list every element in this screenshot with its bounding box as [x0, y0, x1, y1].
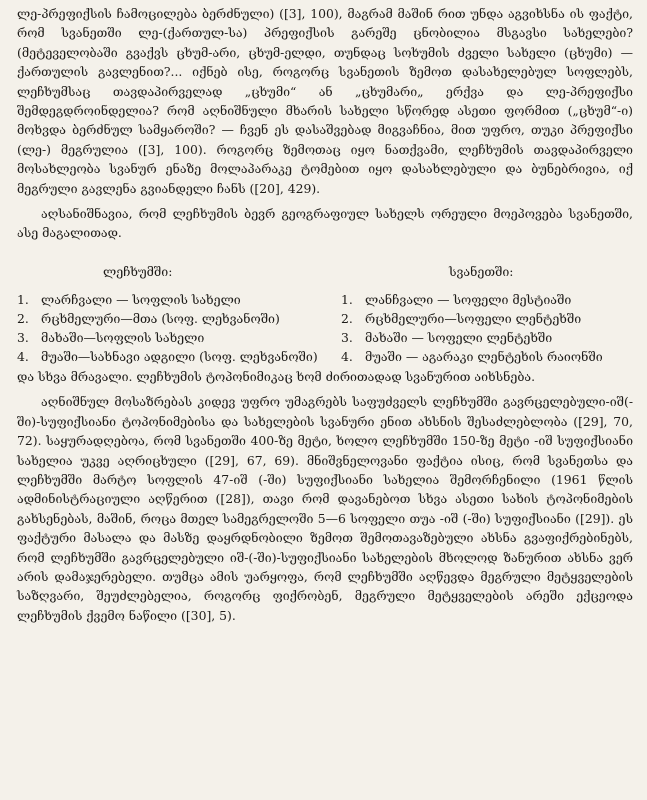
svaneti-column: [341, 263, 633, 367]
item-number: 4.: [17, 348, 29, 364]
item-number: 4.: [341, 348, 353, 364]
paragraph-3: და სხვა მრავალი. ლეჩხუმის ტოპონიმიკაც ხომ ძირითადად სვანურით აიხსნება.: [17, 368, 536, 384]
item-text: მუაში—სახნავი ადგილი (სოფ. ლეხვანოში): [41, 348, 318, 364]
list-item: [341, 310, 633, 328]
item-number: 1.: [341, 291, 353, 307]
lechkhumi-list: [17, 291, 322, 366]
item-text: ლარჩვალი — სოფლის სახელი: [41, 291, 241, 307]
list-item: [17, 329, 322, 347]
list-item: [17, 348, 322, 366]
svaneti-list: [341, 291, 633, 366]
list-item: [17, 310, 322, 328]
item-text: მახაში — სოფელი ლენტეხში: [365, 329, 553, 345]
list-item: [17, 291, 322, 309]
item-text: რცხმელური—სოფელი ლენტეხში: [365, 310, 582, 326]
item-text: მუაში — აგარაკი ლენტეხის რაიონში: [365, 348, 603, 364]
item-text: ლანჩვალი — სოფელი მესტიაში: [365, 291, 572, 307]
item-text: რცხმელური—მთა (სოფ. ლეხვანოში): [41, 310, 280, 326]
list-item: [341, 291, 633, 309]
list-item: [341, 329, 633, 347]
item-number: 3.: [341, 329, 353, 345]
list-item: [341, 348, 633, 366]
paragraph-4: აღნიშნულ მოსაზრებას კიდევ უფრო უმაგრებს საფუძველს ლეჩხუმში გავრცელებული-იშ(-ში)-სუფიქსიანი ტოპონიმებისა და სახელების სვანური ენით ახსნის შესაძლებლობა ([29], 70, 72). საყურადღებოა, რომ სვანეთში 400-ზე მეტი, ხოლო ლეჩხუმში 150-ზე მეტი -იშ სუფიქსიანი სახელია უკვე აღრიცხული ([29], 67, 69). მნიშვნელოვანი ფაქტია ისიც, რომ სვანეთსა და ლეჩხუმში მარტო სოფლის 47-იშ (-ში) სუფიქსიანი სახელია შემორჩენილი (1961 წლის ადმინისტრაციული აღწერით ([28]), თავი რომ დავანებოთ სხვა ასეთი სახის ტოპონიმების გახსენებას, მაშინ, როცა მთელ სამეგრელოში 5—6 სოფელი თუა -იშ (-ში) სუფიქსიანი ([29]). ეს ფაქტური მასალა და მასზე დაყრდნობილი ზემოთ შემოთავაზებული ახსნა გვაფიქრებინებს, რომ ლეჩხუმში გავრცელებული იშ-(-ში)-სუფიქსიანი სახელების მხოლოდ ზანურით ახსნა ვერ არის დამაჯერებელი. თუმცა ამის უარყოფა, რომ ლეჩხუმში აღწევდა მეგრული მეტყველების საზღვარი, შეუძლებელია, როგორც ფიქრობენ, მეგრული მეტყველების არეში ექცეოდა ლეჩხუმის ქვემო ნაწილი ([30], 5).: [17, 394, 633, 623]
lechkhumi-heading: ლეჩხუმში:: [103, 263, 173, 279]
item-number: 2.: [341, 310, 353, 326]
comparison-columns: [17, 263, 633, 367]
item-text: მახაში—სოფლის სახელი: [41, 329, 205, 345]
lechkhumi-column: [17, 263, 322, 367]
item-number: 1.: [17, 291, 29, 307]
paragraph-2: აღსანიშნავია, რომ ლეჩხუმის ბევრ გეოგრაფიულ სახელს ორეული მოეპოვება სვანეთში, ასე მაგალითად.: [17, 206, 633, 241]
svaneti-heading: სვანეთში:: [449, 263, 514, 279]
paragraph-1: ლე-პრეფიქსის ჩამოცილება ბერძნული) ([3], 100), მაგრამ მაშინ რით უნდა აგვიხსნა ის ფაქტი, რომ სვანეთში ლე-(ქართულ-სა) პრეფიქსის გარეშე ცნობილია მსგავსი სახელები? (მეტეველობაში გვაქვს ცხუმ-არი, ცხუმ-ელდი, თუნდაც სოხუმის ძველი სახელი (ცხუმი) — ქართულის გავლენით?... იქნებ ისე, როგორც სვანეთის ზემოთ დასახელებულ სოფლებს, ლეჩხუმსაც თავდაპირველად „ცხუმი“ ან „ცხუმარი„ ერქვა და ლე-პრეფიქსი შემდეგდროინდელია? რომ აღნიშნული მხარის სახელი სწორედ ასეთი ფორმით („ცხუმ“-ი) მოხვდა ბერძნულ სამყაროში? — ჩვენ ეს დასაშვებად მიგვაჩნია, მით უფრო, თუკი პრეფიქსი (ლე-) მეგრულია ([3], 100). როგორც ზემოთაც იყო ნათქვამი, ლეჩხუმის თავდაპირველი მოსახლეობა სვანურ ენაზე მოლაპარაკე ტომებით იყო დასახლებული და ბუნებრივია, იქ მეგრული გავლენა გვიანდელი ჩანს ([20], 429).: [17, 6, 633, 196]
item-number: 2.: [17, 310, 29, 326]
item-number: 3.: [17, 329, 29, 345]
